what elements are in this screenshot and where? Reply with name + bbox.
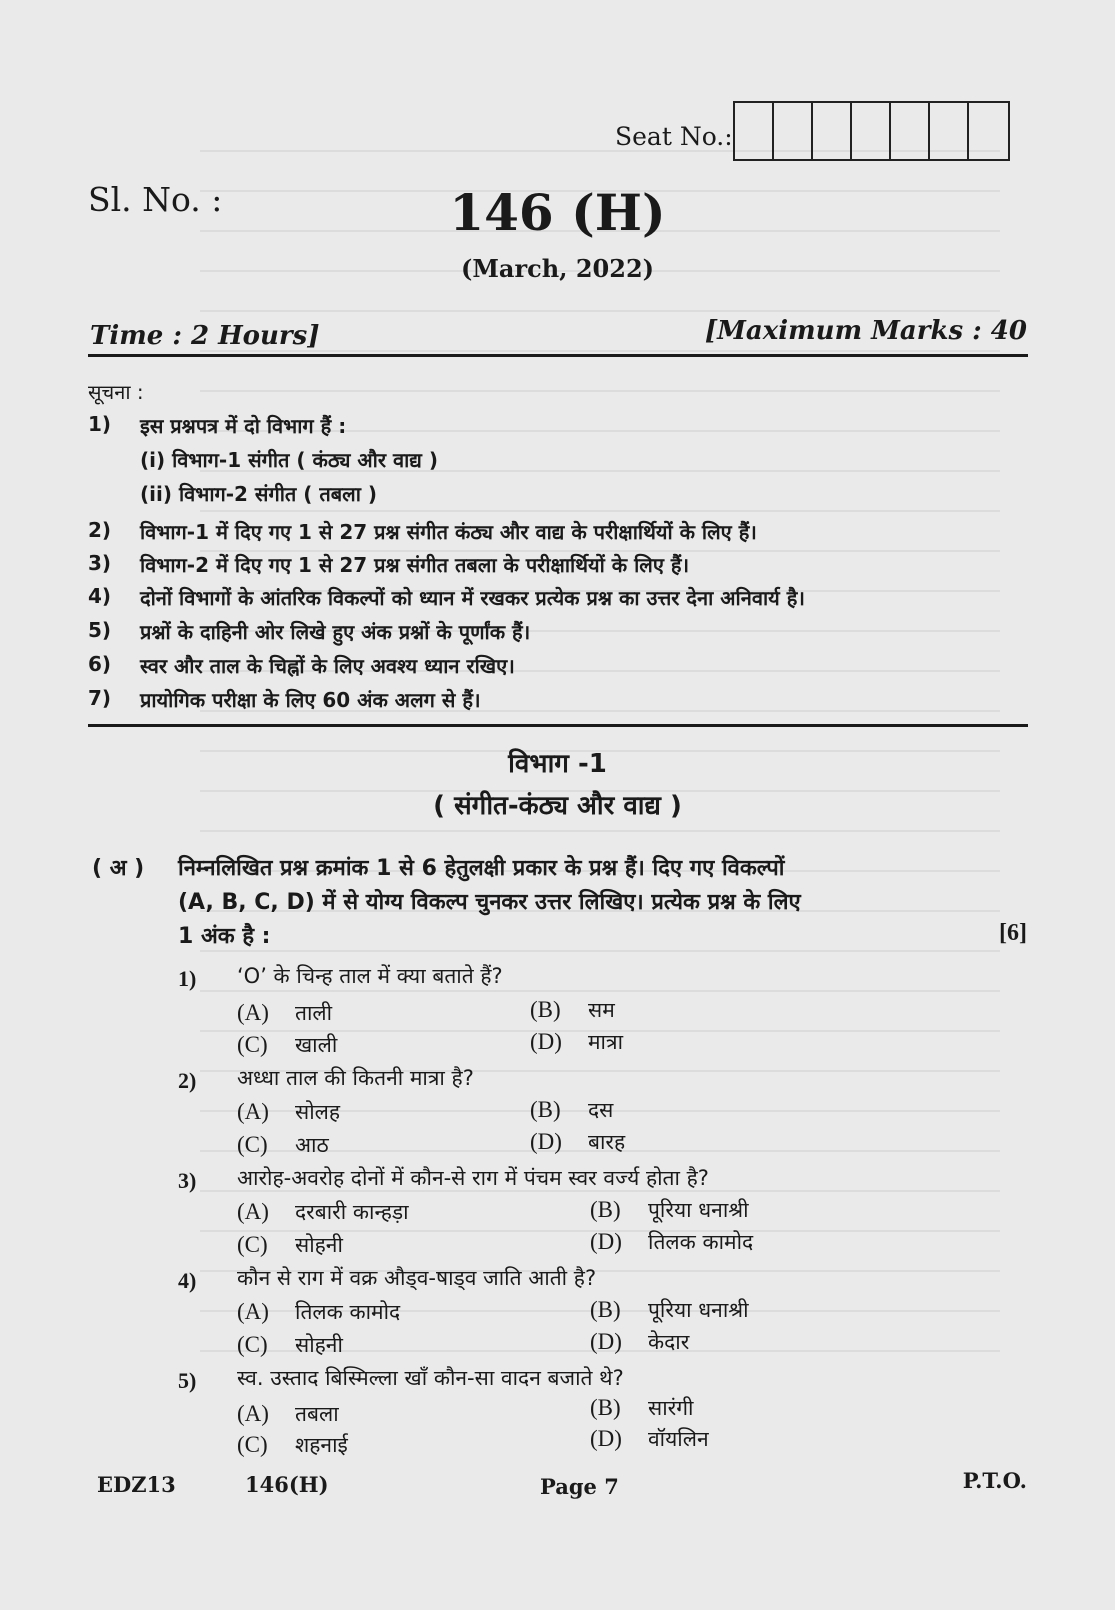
option-letter: (B) bbox=[530, 997, 561, 1022]
option-letter: (C) bbox=[237, 1432, 268, 1457]
seat-digit-box[interactable] bbox=[774, 103, 813, 159]
seat-digit-box[interactable] bbox=[813, 103, 852, 159]
option-text: दरबारी कान्हड़ा bbox=[295, 1200, 409, 1224]
option-letter: (C) bbox=[237, 1332, 268, 1357]
option bbox=[590, 1425, 709, 1453]
option-text: वॉयलिन bbox=[648, 1427, 709, 1451]
instruction-number: 4) bbox=[88, 584, 112, 608]
instruction-number: 3) bbox=[88, 551, 112, 575]
option bbox=[590, 1328, 689, 1356]
option-text: सोलह bbox=[295, 1100, 341, 1124]
footer-paper-code: 146(H) bbox=[245, 1472, 329, 1497]
option-letter: (C) bbox=[237, 1232, 268, 1257]
question-number: 4) bbox=[178, 1268, 197, 1293]
option-text: खाली bbox=[295, 1033, 338, 1057]
maximum-marks: [Maximum Marks : 40 bbox=[704, 316, 1027, 346]
option-text: दस bbox=[588, 1098, 614, 1122]
instruction-sub-item: (i) विभाग-1 संगीत ( कंठ्य और वाद्य ) bbox=[140, 448, 439, 472]
option bbox=[237, 1198, 409, 1226]
question-number: 1) bbox=[178, 966, 197, 991]
instruction-text: प्रश्नों के दाहिनी ओर लिखे हुए अंक प्रश्नों के पूर्णांक हैं। bbox=[140, 620, 531, 644]
instruction-sub-item: (ii) विभाग-2 संगीत ( तबला ) bbox=[140, 482, 378, 506]
option-text: ताली bbox=[295, 1001, 333, 1025]
question-number: 3) bbox=[178, 1168, 197, 1193]
option-text: पूरिया धनाश्री bbox=[648, 1298, 749, 1322]
option-letter: (C) bbox=[237, 1032, 268, 1057]
part-intro-line: 1 अंक है : bbox=[178, 924, 271, 949]
option-text: तिलक कामोद bbox=[648, 1230, 754, 1254]
option bbox=[237, 1298, 400, 1326]
option-text: सोहनी bbox=[295, 1333, 343, 1357]
question-text: अध्धा ताल की कितनी मात्रा है? bbox=[237, 1066, 474, 1090]
option bbox=[237, 1131, 329, 1159]
instruction-text: इस प्रश्नपत्र में दो विभाग हैं : bbox=[140, 414, 347, 438]
option-letter: (C) bbox=[237, 1132, 268, 1157]
option-letter: (D) bbox=[590, 1229, 622, 1254]
seat-digit-box[interactable] bbox=[930, 103, 969, 159]
footer-exam-code: EDZ13 bbox=[97, 1472, 176, 1497]
option-text: बारह bbox=[588, 1130, 626, 1154]
part-marks: [6] bbox=[999, 920, 1027, 946]
option-letter: (B) bbox=[530, 1097, 561, 1122]
footer-page-number: Page 7 bbox=[540, 1474, 619, 1499]
option-text: सारंगी bbox=[648, 1396, 694, 1420]
seat-digit-box[interactable] bbox=[852, 103, 891, 159]
instruction-text: विभाग-1 में दिए गए 1 से 27 प्रश्न संगीत कंठ्य और वाद्य के परीक्षार्थियों के लिए हैं। bbox=[140, 520, 757, 544]
seat-digit-box[interactable] bbox=[735, 103, 774, 159]
option-letter: (D) bbox=[530, 1029, 562, 1054]
option-letter: (A) bbox=[237, 1401, 269, 1426]
option bbox=[237, 1400, 339, 1428]
header-divider bbox=[88, 354, 1028, 357]
instruction-number: 2) bbox=[88, 518, 112, 542]
instruction-number: 5) bbox=[88, 618, 112, 642]
instruction-number: 7) bbox=[88, 686, 112, 710]
option bbox=[237, 1031, 337, 1059]
exam-date: (March, 2022) bbox=[460, 254, 655, 283]
instruction-text: प्रायोगिक परीक्षा के लिए 60 अंक अलग से हैं। bbox=[140, 688, 481, 712]
question-text: कौन से राग में वक्र औड्व-षाड्व जाति आती है? bbox=[237, 1266, 597, 1290]
option bbox=[530, 1096, 613, 1124]
option-letter: (B) bbox=[590, 1197, 621, 1222]
option bbox=[590, 1296, 749, 1324]
option-text: पूरिया धनाश्री bbox=[648, 1198, 749, 1222]
option bbox=[590, 1196, 749, 1224]
option bbox=[237, 1098, 340, 1126]
option-text: केदार bbox=[648, 1330, 690, 1354]
option-letter: (B) bbox=[590, 1297, 621, 1322]
instruction-text: दोनों विभागों के आंतरिक विकल्पों को ध्यान में रखकर प्रत्येक प्रश्न का उत्तर देना अनिवार्य है। bbox=[140, 586, 805, 610]
section-title: विभाग -1 bbox=[508, 749, 607, 779]
option bbox=[530, 1128, 625, 1156]
option-text: तबला bbox=[295, 1402, 339, 1426]
option bbox=[590, 1228, 753, 1256]
seat-digit-box[interactable] bbox=[969, 103, 1008, 159]
option bbox=[530, 1028, 623, 1056]
paper-code: 146 (H) bbox=[449, 183, 666, 242]
option-letter: (D) bbox=[590, 1426, 622, 1451]
option-letter: (B) bbox=[590, 1395, 621, 1420]
part-intro-line: (A, B, C, D) में से योग्य विकल्प चुनकर उत्तर लिखिए। प्रत्येक प्रश्न के लिए bbox=[178, 890, 801, 915]
seat-digit-box[interactable] bbox=[891, 103, 930, 159]
instruction-text: स्वर और ताल के चिह्नों के लिए अवश्य ध्यान रखिए। bbox=[140, 654, 515, 678]
option bbox=[237, 1431, 348, 1459]
option-text: आठ bbox=[295, 1133, 329, 1157]
option-letter: (A) bbox=[237, 1099, 269, 1124]
time-allowed: Time : 2 Hours] bbox=[90, 321, 320, 351]
option-letter: (D) bbox=[530, 1129, 562, 1154]
option-text: शहनाई bbox=[295, 1433, 348, 1457]
option-letter: (A) bbox=[237, 1299, 269, 1324]
question-number: 5) bbox=[178, 1368, 197, 1393]
part-intro-line: निम्नलिखित प्रश्न क्रमांक 1 से 6 हेतुलक्षी प्रकार के प्रश्न हैं। दिए गए विकल्पों bbox=[178, 856, 785, 881]
option bbox=[237, 1331, 343, 1359]
seat-number-label: Seat No.: bbox=[615, 122, 733, 151]
option-letter: (A) bbox=[237, 1000, 269, 1025]
seat-number-boxes[interactable] bbox=[733, 101, 1010, 161]
footer-pto: P.T.O. bbox=[962, 1468, 1027, 1493]
option bbox=[530, 996, 615, 1024]
option bbox=[590, 1394, 694, 1422]
option bbox=[237, 999, 332, 1027]
instruction-number: 6) bbox=[88, 652, 112, 676]
instruction-number: 1) bbox=[88, 412, 112, 436]
instructions-heading: सूचना : bbox=[88, 380, 144, 404]
option-letter: (A) bbox=[237, 1199, 269, 1224]
option-letter: (D) bbox=[590, 1329, 622, 1354]
serial-number-label: Sl. No. : bbox=[88, 180, 223, 219]
part-label: ( अ ) bbox=[92, 856, 145, 881]
question-number: 2) bbox=[178, 1068, 197, 1093]
option bbox=[237, 1231, 343, 1259]
option-text: सम bbox=[588, 998, 615, 1022]
instruction-text: विभाग-2 में दिए गए 1 से 27 प्रश्न संगीत तबला के परीक्षार्थियों के लिए हैं। bbox=[140, 553, 690, 577]
option-text: मात्रा bbox=[588, 1030, 624, 1054]
question-text: स्व. उस्ताद बिस्मिल्ला खाँ कौन-सा वादन बजाते थे? bbox=[237, 1366, 624, 1390]
question-text: आरोह-अवरोह दोनों में कौन-से राग में पंचम स्वर वर्ज्य होता है? bbox=[237, 1166, 709, 1190]
option-text: तिलक कामोद bbox=[295, 1300, 401, 1324]
instructions-divider bbox=[88, 724, 1028, 727]
section-subtitle: ( संगीत-कंठ्य और वाद्य ) bbox=[433, 791, 682, 821]
option-text: सोहनी bbox=[295, 1233, 343, 1257]
question-text: ‘O’ के चिन्ह ताल में क्या बताते हैं? bbox=[237, 964, 503, 988]
